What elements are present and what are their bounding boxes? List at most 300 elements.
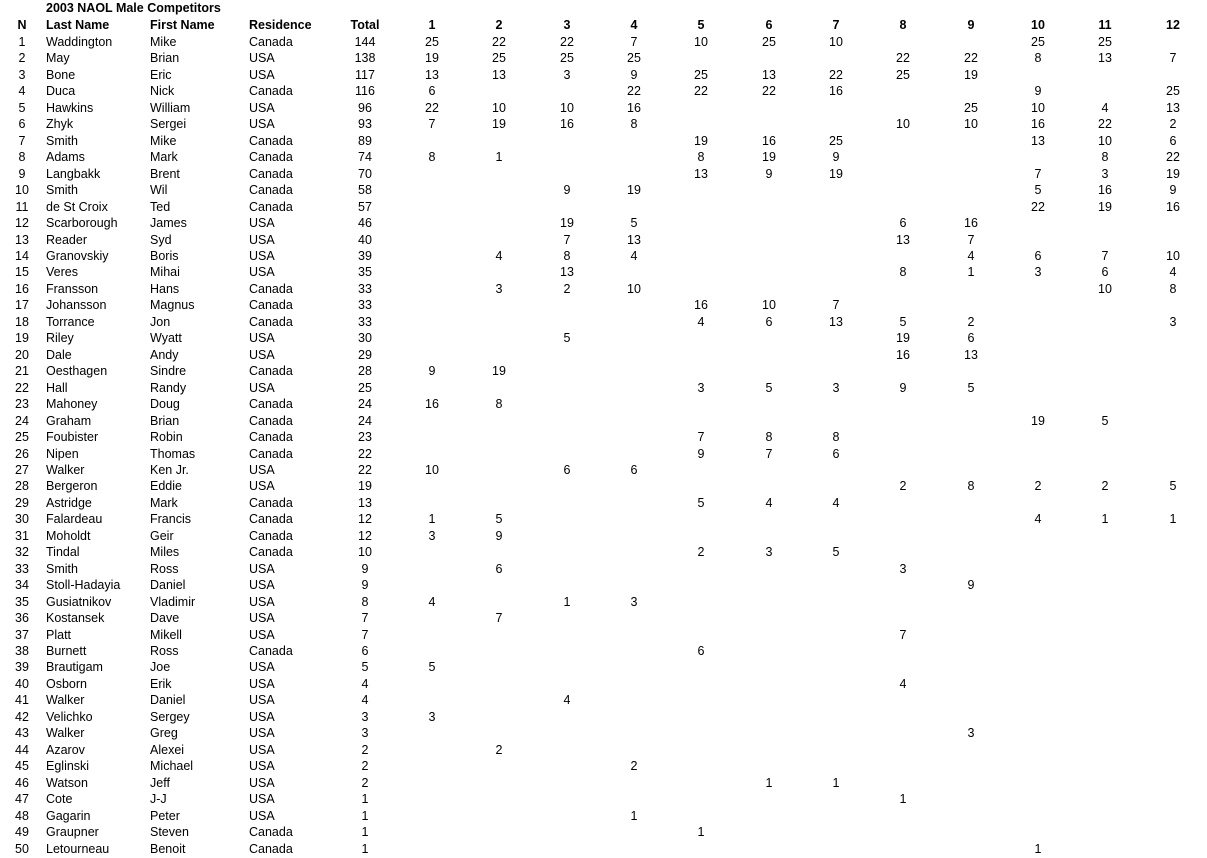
event-1-score-cell: 7	[428, 117, 436, 132]
event-1-score-cell: 8	[428, 150, 436, 165]
event-3-score-cell: 5	[563, 331, 571, 346]
event-12-score-cell: 5	[1169, 479, 1177, 494]
event-1-score-cell: 5	[428, 660, 436, 675]
event-2-score-cell: 13	[492, 67, 506, 82]
event-8-score-cell: 6	[899, 216, 907, 231]
total-cell: 4	[361, 693, 369, 708]
first-name-cell: Steven	[150, 825, 189, 840]
last-name-cell: Veres	[46, 265, 78, 280]
event-6-score-cell: 4	[765, 495, 773, 510]
last-name-cell: Granovskiy	[46, 248, 109, 263]
event-7-score-cell: 13	[829, 314, 843, 329]
total-cell: 33	[358, 298, 372, 313]
rank-cell: 18	[15, 314, 29, 329]
table-row	[0, 725, 1207, 741]
total-cell: 19	[358, 479, 372, 494]
event-5-score-cell: 7	[697, 430, 705, 445]
total-cell: 1	[361, 792, 369, 807]
residence-cell: Canada	[249, 133, 293, 148]
last-name-cell: Graupner	[46, 825, 99, 840]
rank-cell: 50	[15, 841, 29, 856]
event-2-score-cell: 3	[495, 281, 503, 296]
event-1-score-cell: 4	[428, 594, 436, 609]
first-name-cell: Ross	[150, 644, 179, 659]
event-6-score-cell: 25	[762, 35, 776, 49]
event-4-score-cell: 19	[627, 183, 641, 198]
last-name-cell: Duca	[46, 84, 76, 99]
event-12-score-cell: 7	[1169, 51, 1177, 66]
event-10-score-cell: 22	[1031, 199, 1045, 214]
event-9-score-cell: 3	[967, 726, 975, 741]
header-event-11: 11	[1098, 18, 1112, 32]
rank-cell: 30	[15, 512, 29, 527]
event-5-score-cell: 22	[694, 84, 708, 99]
event-7-score-cell: 6	[832, 446, 840, 461]
header-last-name: Last Name	[46, 18, 110, 32]
event-12-score-cell: 9	[1169, 183, 1177, 198]
residence-cell: Canada	[249, 84, 293, 99]
first-name-cell: Vladimir	[150, 594, 196, 609]
event-8-score-cell: 1	[899, 792, 907, 807]
table-row	[0, 495, 1207, 511]
last-name-cell: Langbakk	[46, 166, 101, 181]
last-name-cell: Letourneau	[46, 841, 110, 856]
table-row	[0, 281, 1207, 297]
sheet-title: 2003 NAOL Male Competitors	[46, 1, 221, 15]
rank-cell: 19	[15, 331, 29, 346]
header-event-7: 7	[832, 18, 840, 32]
event-8-score-cell: 25	[896, 67, 910, 82]
event-2-score-cell: 19	[492, 117, 506, 132]
event-10-score-cell: 2	[1034, 479, 1042, 494]
first-name-cell: Thomas	[150, 446, 196, 461]
event-4-score-cell: 6	[630, 462, 638, 477]
event-8-score-cell: 2	[899, 479, 907, 494]
last-name-cell: Mahoney	[46, 397, 98, 412]
first-name-cell: Ross	[150, 561, 179, 576]
header-total: Total	[350, 18, 380, 32]
event-9-score-cell: 9	[967, 578, 975, 593]
event-11-score-cell: 13	[1098, 51, 1112, 66]
event-10-score-cell: 8	[1034, 51, 1042, 66]
event-11-score-cell: 4	[1101, 100, 1109, 115]
last-name-cell: Gagarin	[46, 808, 91, 823]
first-name-cell: J-J	[150, 792, 167, 807]
residence-cell: USA	[249, 561, 275, 576]
rank-cell: 11	[15, 199, 29, 214]
event-7-score-cell: 9	[832, 150, 840, 165]
event-11-score-cell: 3	[1101, 166, 1109, 181]
event-9-score-cell: 13	[964, 347, 978, 362]
total-cell: 93	[358, 117, 372, 132]
table-row	[0, 775, 1207, 791]
header-n: N	[17, 18, 27, 32]
event-12-score-cell: 16	[1166, 199, 1180, 214]
event-10-score-cell: 5	[1034, 183, 1042, 198]
first-name-cell: Robin	[150, 430, 183, 445]
total-cell: 7	[361, 611, 369, 626]
residence-cell: USA	[249, 693, 275, 708]
event-1-score-cell: 9	[428, 364, 436, 379]
first-name-cell: Wyatt	[150, 331, 182, 346]
last-name-cell: Cote	[46, 792, 73, 807]
header-event-4: 4	[630, 18, 638, 32]
event-3-score-cell: 3	[563, 67, 571, 82]
event-4-score-cell: 13	[627, 232, 641, 247]
last-name-cell: Watson	[46, 775, 88, 790]
event-9-score-cell: 10	[964, 117, 978, 132]
last-name-cell: Moholdt	[46, 528, 91, 543]
residence-cell: USA	[249, 347, 275, 362]
event-9-score-cell: 22	[964, 51, 978, 66]
table-row	[0, 50, 1207, 66]
first-name-cell: Joe	[150, 660, 171, 675]
first-name-cell: Benoit	[150, 841, 186, 856]
rank-cell: 40	[15, 676, 29, 691]
event-6-score-cell: 10	[762, 298, 776, 313]
residence-cell: USA	[249, 216, 275, 231]
total-cell: 144	[354, 35, 376, 49]
event-1-score-cell: 13	[425, 67, 439, 82]
rank-cell: 28	[15, 479, 29, 494]
event-6-score-cell: 5	[765, 380, 773, 395]
table-row	[0, 511, 1207, 527]
total-cell: 29	[358, 347, 372, 362]
rank-cell: 1	[18, 35, 26, 49]
total-cell: 33	[358, 314, 372, 329]
last-name-cell: Bone	[46, 67, 76, 82]
residence-cell: USA	[249, 578, 275, 593]
first-name-cell: Michael	[150, 759, 194, 774]
residence-cell: USA	[249, 594, 275, 609]
last-name-cell: Hall	[46, 380, 68, 395]
first-name-cell: Wil	[150, 183, 168, 198]
event-12-score-cell: 3	[1169, 314, 1177, 329]
event-5-score-cell: 8	[697, 150, 705, 165]
rank-cell: 34	[15, 578, 29, 593]
event-12-score-cell: 13	[1166, 100, 1180, 115]
header-event-8: 8	[899, 18, 907, 32]
table-row	[0, 544, 1207, 560]
first-name-cell: Sergei	[150, 117, 187, 132]
first-name-cell: Boris	[150, 248, 179, 263]
last-name-cell: Scarborough	[46, 216, 118, 231]
last-name-cell: Riley	[46, 331, 74, 346]
total-cell: 7	[361, 627, 369, 642]
rank-cell: 25	[15, 430, 29, 445]
header-event-10: 10	[1031, 18, 1045, 32]
rank-cell: 13	[15, 232, 29, 247]
event-11-score-cell: 7	[1101, 248, 1109, 263]
event-6-score-cell: 19	[762, 150, 776, 165]
table-row	[0, 709, 1207, 725]
first-name-cell: Mark	[150, 150, 178, 165]
total-cell: 6	[361, 644, 369, 659]
event-11-score-cell: 22	[1098, 117, 1112, 132]
first-name-cell: Brian	[150, 51, 180, 66]
table-row	[0, 330, 1207, 346]
event-2-score-cell: 6	[495, 561, 503, 576]
table-row	[0, 347, 1207, 363]
total-cell: 13	[358, 495, 372, 510]
table-row	[0, 643, 1207, 659]
event-11-score-cell: 25	[1098, 35, 1112, 49]
last-name-cell: Tindal	[46, 545, 80, 560]
header-event-9: 9	[967, 18, 975, 32]
table-row	[0, 215, 1207, 231]
first-name-cell: Dave	[150, 611, 180, 626]
total-cell: 1	[361, 841, 369, 856]
rank-cell: 22	[15, 380, 29, 395]
table-row	[0, 791, 1207, 807]
rank-cell: 17	[15, 298, 29, 313]
residence-cell: Canada	[249, 314, 293, 329]
event-1-score-cell: 6	[428, 84, 436, 99]
first-name-cell: Magnus	[150, 298, 195, 313]
total-cell: 89	[358, 133, 372, 148]
rank-cell: 5	[18, 100, 26, 115]
table-row	[0, 100, 1207, 116]
event-2-score-cell: 22	[492, 35, 506, 49]
event-2-score-cell: 19	[492, 364, 506, 379]
last-name-cell: Falardeau	[46, 512, 103, 527]
first-name-cell: Nick	[150, 84, 175, 99]
table-row	[0, 116, 1207, 132]
last-name-cell: Eglinski	[46, 759, 90, 774]
event-3-score-cell: 4	[563, 693, 571, 708]
last-name-cell: Walker	[46, 693, 85, 708]
event-5-score-cell: 9	[697, 446, 705, 461]
event-1-score-cell: 19	[425, 51, 439, 66]
total-cell: 8	[361, 594, 369, 609]
residence-cell: USA	[249, 232, 275, 247]
event-1-score-cell: 22	[425, 100, 439, 115]
last-name-cell: Johansson	[46, 298, 107, 313]
event-3-score-cell: 13	[560, 265, 574, 280]
event-7-score-cell: 7	[832, 298, 840, 313]
rank-cell: 4	[18, 84, 26, 99]
event-4-score-cell: 4	[630, 248, 638, 263]
event-2-score-cell: 2	[495, 742, 503, 757]
residence-cell: USA	[249, 775, 275, 790]
last-name-cell: Smith	[46, 561, 78, 576]
table-row	[0, 841, 1207, 857]
event-9-score-cell: 6	[967, 331, 975, 346]
total-cell: 116	[355, 84, 375, 99]
table-row	[0, 133, 1207, 149]
last-name-cell: Smith	[46, 133, 78, 148]
event-8-score-cell: 4	[899, 676, 907, 691]
header-row	[0, 17, 1207, 33]
event-7-score-cell: 10	[829, 35, 843, 49]
table-row	[0, 199, 1207, 215]
rank-cell: 27	[15, 462, 29, 477]
event-9-score-cell: 4	[967, 248, 975, 263]
event-3-score-cell: 6	[563, 462, 571, 477]
total-cell: 57	[358, 199, 372, 214]
event-2-score-cell: 1	[495, 150, 503, 165]
last-name-cell: Nipen	[46, 446, 79, 461]
first-name-cell: William	[150, 100, 191, 115]
rank-cell: 43	[15, 726, 29, 741]
event-7-score-cell: 22	[829, 67, 843, 82]
total-cell: 70	[358, 166, 372, 181]
event-4-score-cell: 10	[627, 281, 641, 296]
event-11-score-cell: 6	[1101, 265, 1109, 280]
event-9-score-cell: 25	[964, 100, 978, 115]
residence-cell: Canada	[249, 825, 293, 840]
total-cell: 40	[358, 232, 372, 247]
residence-cell: USA	[249, 742, 275, 757]
event-12-score-cell: 4	[1169, 265, 1177, 280]
residence-cell: Canada	[249, 166, 293, 181]
table-row	[0, 34, 1207, 50]
rank-cell: 16	[15, 281, 29, 296]
rank-cell: 15	[15, 265, 29, 280]
table-row	[0, 297, 1207, 313]
event-2-score-cell: 25	[492, 51, 506, 66]
event-3-score-cell: 2	[563, 281, 571, 296]
event-4-score-cell: 22	[627, 84, 641, 99]
residence-cell: USA	[249, 808, 275, 823]
total-cell: 58	[358, 183, 372, 198]
residence-cell: USA	[249, 627, 275, 642]
rank-cell: 49	[15, 825, 29, 840]
event-9-score-cell: 16	[964, 216, 978, 231]
rank-cell: 23	[15, 397, 29, 412]
total-cell: 2	[361, 742, 369, 757]
event-10-score-cell: 3	[1034, 265, 1042, 280]
event-7-score-cell: 25	[829, 133, 843, 148]
total-cell: 30	[358, 331, 372, 346]
first-name-cell: Peter	[150, 808, 180, 823]
event-8-score-cell: 7	[899, 627, 907, 642]
residence-cell: Canada	[249, 528, 293, 543]
first-name-cell: Brent	[150, 166, 180, 181]
last-name-cell: Reader	[46, 232, 87, 247]
total-cell: 10	[358, 545, 372, 560]
total-cell: 1	[361, 808, 369, 823]
rank-cell: 31	[15, 528, 29, 543]
event-11-score-cell: 19	[1098, 199, 1112, 214]
event-5-score-cell: 6	[697, 644, 705, 659]
last-name-cell: Dale	[46, 347, 72, 362]
event-6-score-cell: 16	[762, 133, 776, 148]
residence-cell: USA	[249, 676, 275, 691]
event-4-score-cell: 25	[627, 51, 641, 66]
table-row	[0, 264, 1207, 280]
table-row	[0, 413, 1207, 429]
last-name-cell: Fransson	[46, 281, 99, 296]
event-11-score-cell: 5	[1101, 413, 1109, 428]
event-3-score-cell: 10	[560, 100, 574, 115]
event-7-score-cell: 1	[832, 775, 840, 790]
residence-cell: Canada	[249, 364, 293, 379]
event-4-score-cell: 7	[630, 35, 638, 49]
total-cell: 23	[358, 430, 372, 445]
last-name-cell: Oesthagen	[46, 364, 108, 379]
residence-cell: USA	[249, 265, 275, 280]
total-cell: 2	[361, 775, 369, 790]
event-3-score-cell: 19	[560, 216, 574, 231]
table-row	[0, 808, 1207, 824]
last-name-cell: Adams	[46, 150, 85, 165]
residence-cell: USA	[249, 726, 275, 741]
total-cell: 22	[358, 462, 372, 477]
last-name-cell: Stoll-Hadayia	[46, 578, 121, 593]
last-name-cell: Kostansek	[46, 611, 105, 626]
residence-cell: Canada	[249, 446, 293, 461]
residence-cell: USA	[249, 117, 275, 132]
total-cell: 35	[358, 265, 372, 280]
last-name-cell: Osborn	[46, 676, 87, 691]
last-name-cell: May	[46, 51, 70, 66]
table-row	[0, 396, 1207, 412]
rank-cell: 8	[18, 150, 26, 165]
event-9-score-cell: 5	[967, 380, 975, 395]
total-cell: 5	[361, 660, 369, 675]
table-row	[0, 363, 1207, 379]
rank-cell: 9	[18, 166, 26, 181]
last-name-cell: Torrance	[46, 314, 95, 329]
rank-cell: 32	[15, 545, 29, 560]
event-11-score-cell: 8	[1101, 150, 1109, 165]
residence-cell: USA	[249, 248, 275, 263]
event-4-score-cell: 3	[630, 594, 638, 609]
rank-cell: 45	[15, 759, 29, 774]
rank-cell: 41	[15, 693, 29, 708]
event-1-score-cell: 10	[425, 462, 439, 477]
total-cell: 25	[358, 380, 372, 395]
table-row	[0, 594, 1207, 610]
header-event-2: 2	[495, 18, 503, 32]
residence-cell: USA	[249, 792, 275, 807]
event-7-score-cell: 3	[832, 380, 840, 395]
last-name-cell: Burnett	[46, 644, 87, 659]
total-cell: 22	[358, 446, 372, 461]
first-name-cell: Eddie	[150, 479, 182, 494]
event-2-score-cell: 8	[495, 397, 503, 412]
residence-cell: USA	[249, 462, 275, 477]
table-row	[0, 462, 1207, 478]
event-12-score-cell: 25	[1166, 84, 1180, 99]
last-name-cell: de St Croix	[46, 199, 108, 214]
event-4-score-cell: 5	[630, 216, 638, 231]
rank-cell: 44	[15, 742, 29, 757]
event-6-score-cell: 7	[765, 446, 773, 461]
table-row	[0, 610, 1207, 626]
event-12-score-cell: 19	[1166, 166, 1180, 181]
total-cell: 3	[361, 709, 369, 724]
rank-cell: 39	[15, 660, 29, 675]
event-2-score-cell: 7	[495, 611, 503, 626]
event-10-score-cell: 25	[1031, 35, 1045, 49]
first-name-cell: Syd	[150, 232, 172, 247]
event-1-score-cell: 3	[428, 709, 436, 724]
table-row	[0, 149, 1207, 165]
last-name-cell: Walker	[46, 726, 85, 741]
event-3-score-cell: 7	[563, 232, 571, 247]
residence-cell: Canada	[249, 512, 293, 527]
first-name-cell: Jeff	[150, 775, 170, 790]
residence-cell: Canada	[249, 281, 293, 296]
first-name-cell: Daniel	[150, 578, 186, 593]
first-name-cell: Andy	[150, 347, 179, 362]
last-name-cell: Platt	[46, 627, 72, 642]
event-3-score-cell: 16	[560, 117, 574, 132]
event-5-score-cell: 13	[694, 166, 708, 181]
total-cell: 117	[355, 67, 375, 82]
